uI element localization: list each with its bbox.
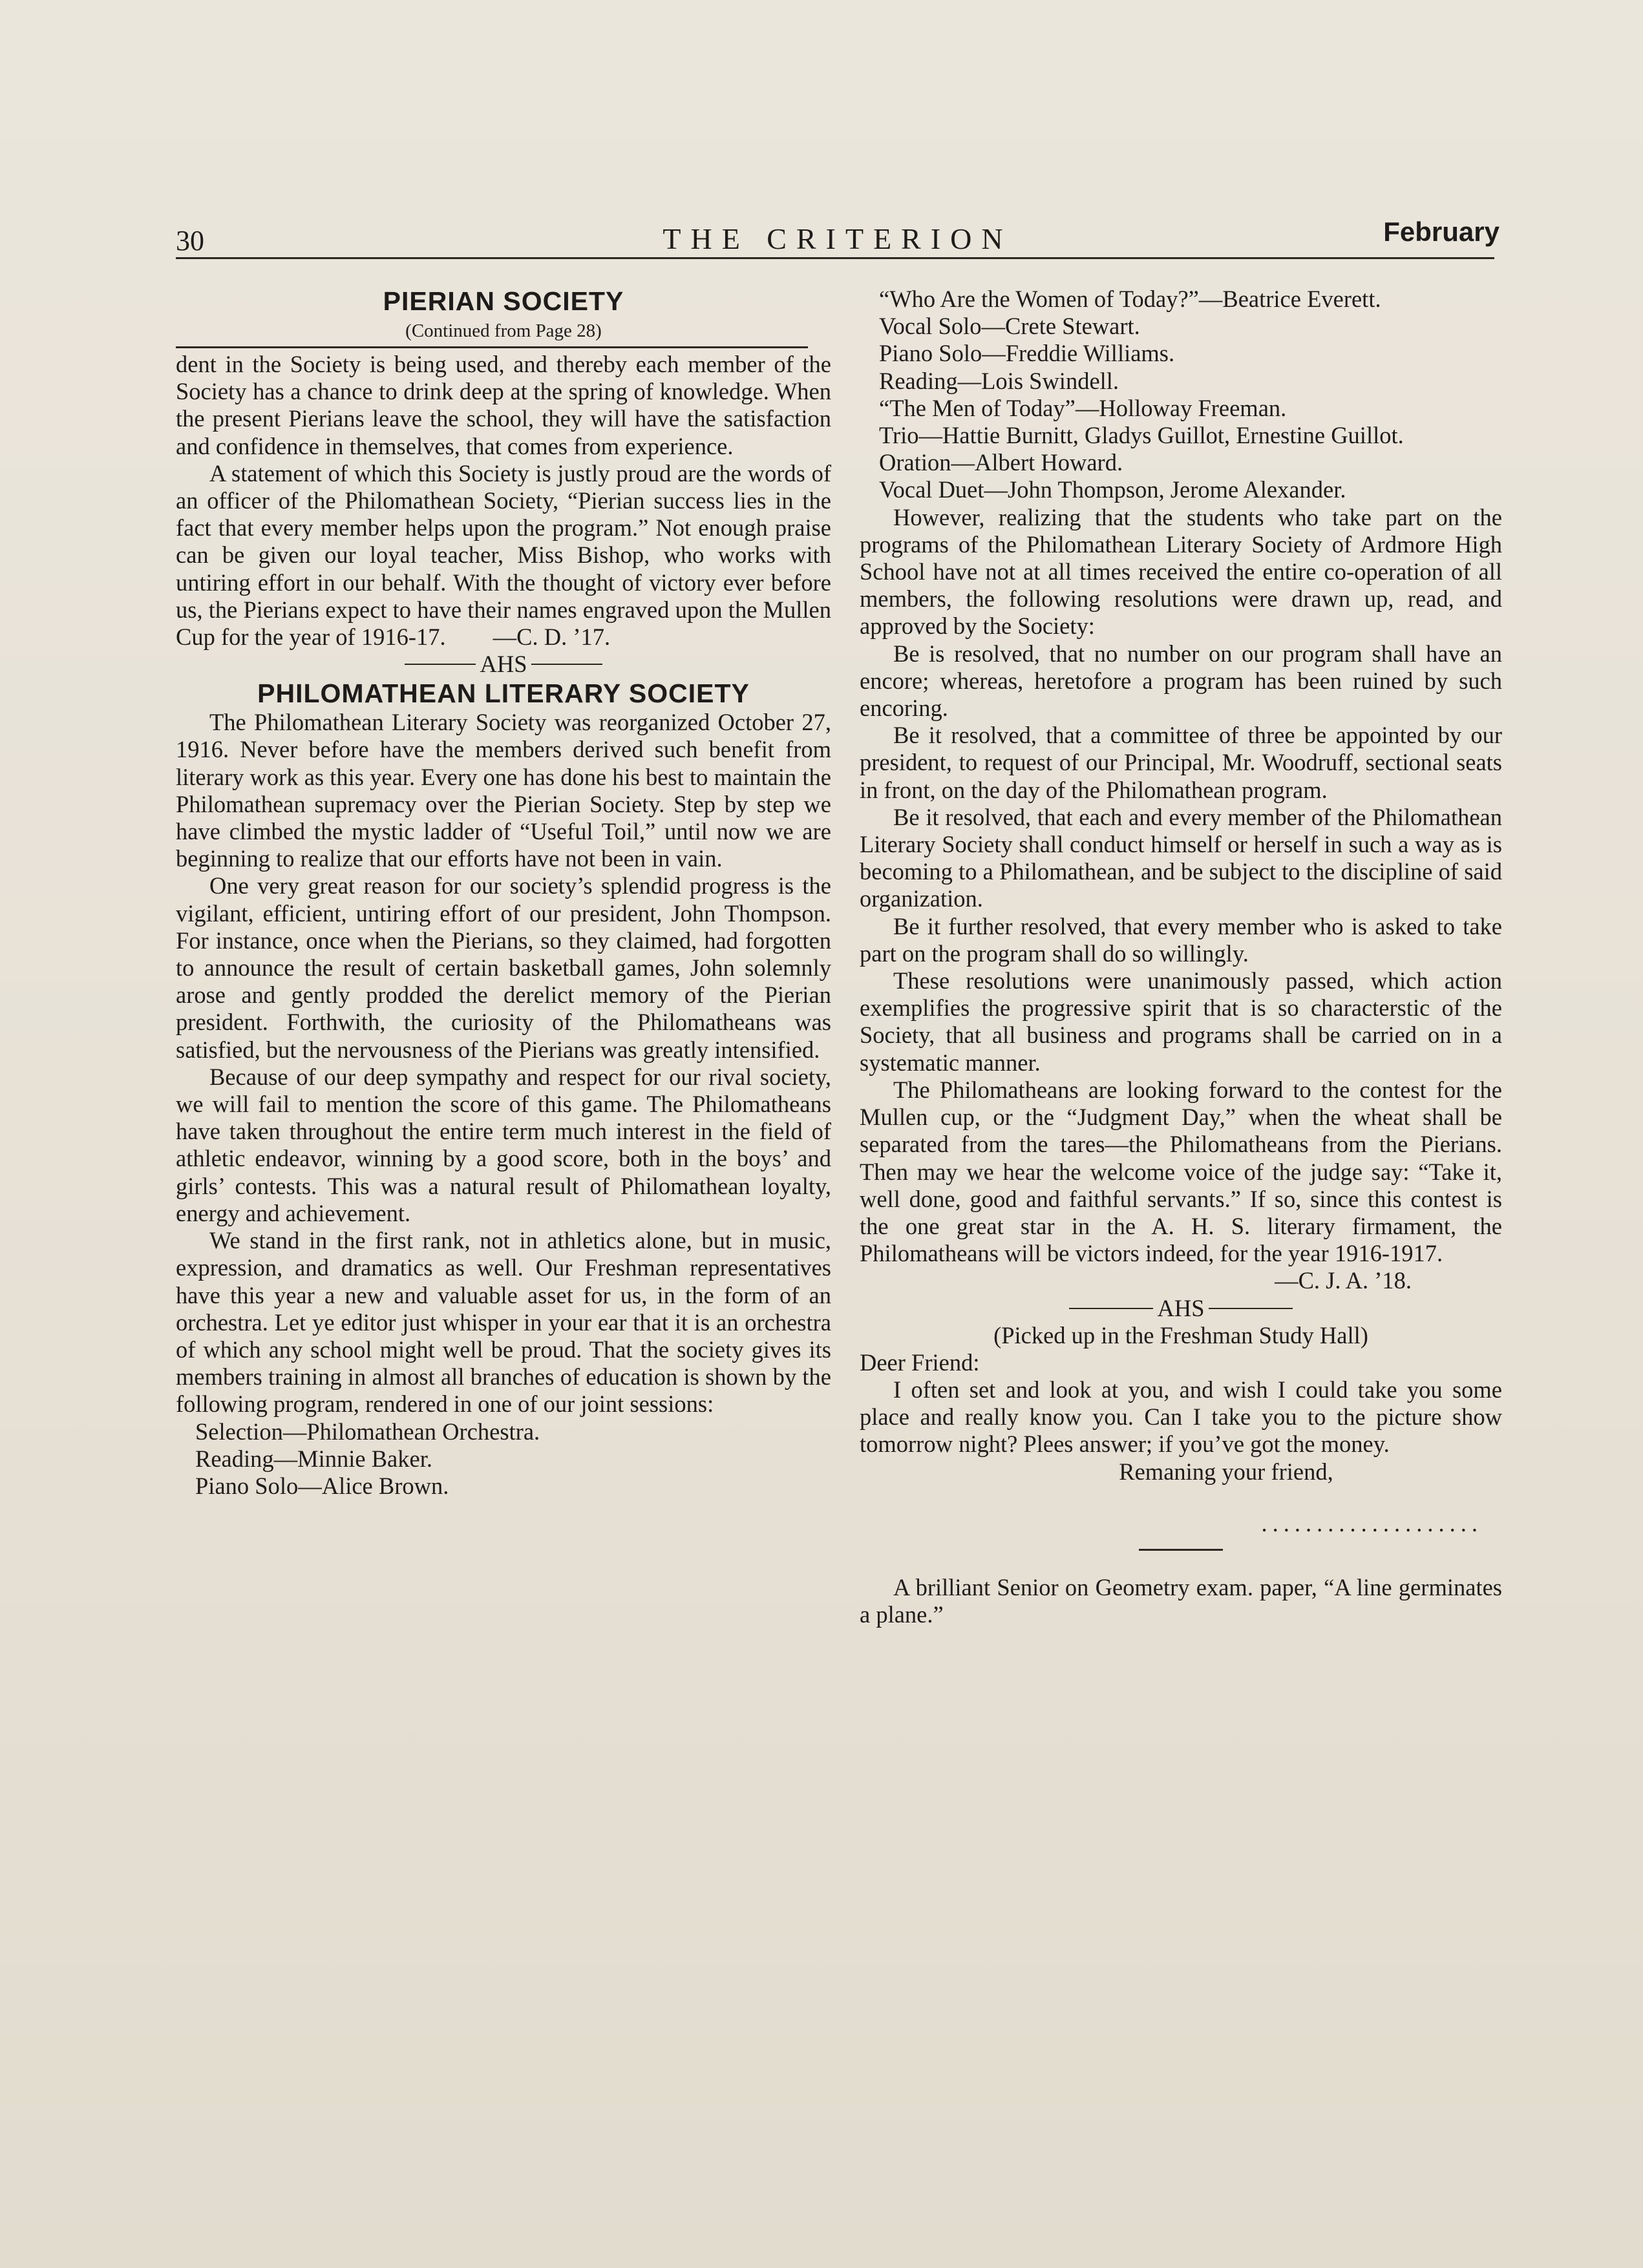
program-item: “The Men of Today”—Holloway Freeman. [879,394,1287,421]
left-column [176,286,831,1500]
resolution-intro: However, realizing that the students who take part on the programs of the Philomathean Literary Society of Ardmore High School have not at all times received the entire co-operation of all members, the following resolutions were drawn up, read, and approved by the Society: [860,503,1502,640]
program-item: Reading—Minnie Baker. [195,1445,432,1472]
program-item: Piano Solo—Alice Brown. [195,1472,449,1499]
program-item: “Who Are the Women of Today?”—Beatrice Everett. [879,286,1381,312]
philomathean-paragraph: One very great reason for our society’s splendid progress is the vigilant, efficient, untiring effort of our president, John Thompson. For instance, once when the Pierians, so they claimed, had forgotten to announce the result of certain basketball games, John solemnly arose and gently prodded the derelict memory of the Pierian president. Forthwith, the curiosity of the Philomatheans was satisfied, but the nervousness of the Pierians was greatly intensified. [176,872,831,1063]
short-rule [1139,1549,1223,1551]
page-number: 30 [176,225,204,257]
program-list-continued [860,286,1502,504]
letter-body: I often set and look at you, and wish I could take you some place and really know you. Can I take you to the picture show tomorrow night? Plees answer; if you’ve got the money. [860,1376,1502,1458]
philomathean-paragraph: We stand in the first rank, not in athletics alone, but in music, expression, and dramatics as well. Our Freshman representatives have this year a new and valuable asset for us, in the form of an orchestra. Let ye editor just whisper in your ear that it is an orchestra of which any school might well be proud. That the society gives its members training in almost all branches of education is shown by the following program, rendered in one of our joint sessions: [176,1227,831,1418]
section-rule [176,346,808,348]
geometry-joke: A brilliant Senior on Geometry exam. paper, “A line germinates a plane.” [860,1573,1502,1628]
resolution: Be it resolved, that each and every member of the Philomathean Literary Society shall conduct himself or herself in such a way as is becoming to a Philomathean, and be subject to the discipline of said organization. [860,803,1502,912]
program-item: Vocal Duet—John Thompson, Jerome Alexander. [879,476,1346,503]
philomathean-paragraph: Because of our deep sympathy and respect for our rival society, we will fail to mention the score of this game. The Philomatheans have taken throughout the entire term much interest in the field of athletic endeavor, winning by a good score, both in the boys’ and girls’ contests. This was a natural result of Philomathean loyalty, energy and achievement. [176,1063,831,1226]
program-item: Trio—Hattie Burnitt, Gladys Guillot, Ernestine Guillot. [879,422,1404,449]
program-list [176,1418,831,1500]
contest-paragraph: The Philomatheans are looking forward to the contest for the Mullen cup, or the “Judgment Day,” when the wheat shall be separated from the tares—the Philomatheans from the Pierians. Then may we hear the welcome voice of the judge say: “Take it, well done, good and faithful servants.” If so, since this contest is the one great star in the A. H. S. literary firmament, the Philomatheans will be victors indeed, for the year 1916-1917. [860,1076,1502,1267]
pierian-paragraph: A statement of which this Society is justly proud are the words of an officer of the Philomathean Society, “Pierian success lies in the fact that every member helps upon the program.” Not enough praise can be given our loyal teacher, Miss Bishop, who works with untiring effort in our behalf. With the thought of victory ever before us, the Pierians expect to have their names engraved upon the Mullen Cup for the year of 1916-17. —C. D. ’17. [176,459,831,651]
running-title: THE CRITERION [662,222,1013,255]
letter-greeting: Deer Friend: [860,1349,980,1376]
program-item: Piano Solo—Freddie Williams. [879,340,1175,367]
program-item: Reading—Lois Swindell. [879,367,1119,394]
resolution: Be it resolved, that a committee of three be appointed by our president, to request of our Principal, Mr. Woodruff, sectional seats in front, on the day of the Philomathean program. [860,722,1502,803]
article-signature: —C. J. A. ’18. [1275,1267,1412,1294]
pierian-paragraph: dent in the Society is being used, and thereby each member of the Society has a chance to drink deep at the spring of knowledge. When the present Pierians leave the school, they will have the satisfaction and confidence in themselves, that comes from experience. [176,351,831,459]
ahs-divider: AHS [176,651,831,678]
ahs-divider: AHS [860,1295,1502,1322]
page-header [176,216,1500,262]
pierian-society-title: PIERIAN SOCIETY [383,286,624,316]
resolution: Be it further resolved, that every member who is asked to take part on the program shall do so willingly. [860,912,1502,967]
letter-closing: Remaning your friend, [1119,1458,1333,1485]
program-item: Selection—Philomathean Orchestra. [195,1418,540,1445]
philomathean-paragraph: The Philomathean Literary Society was reorganized October 27, 1916. Never before have the members derived such benefit from literary work as this year. Every one has done his best to maintain the Philomathean supremacy over the Pierian Society. Step by step we have climbed the mystic ladder of “Useful Toil,” until now we are beginning to realize that our efforts have not been in vain. [176,709,831,872]
issue-month: February [1383,216,1500,247]
program-item: Vocal Solo—Crete Stewart. [879,313,1140,340]
philomathean-society-title: PHILOMATHEAN LITERARY SOCIETY [257,678,750,709]
header-rule [176,257,1494,259]
program-item: Oration—Albert Howard. [879,449,1123,476]
right-column [860,286,1502,1628]
continued-note: (Continued from Page 28) [405,320,602,341]
note-heading: (Picked up in the Freshman Study Hall) [993,1321,1368,1349]
pierian-signature: —C. D. ’17. [493,624,611,651]
signature-dots: .................... [1261,1509,1483,1537]
resolution: Be is resolved, that no number on our program shall have an encore; whereas, heretofore a program has been ruined by such encoring. [860,640,1502,722]
resolutions-passed-paragraph: These resolutions were unanimously passed, which action exemplifies the progressive spirit that is so characterstic of the Society, that all business and programs shall be carried on in a systematic manner. [860,967,1502,1076]
